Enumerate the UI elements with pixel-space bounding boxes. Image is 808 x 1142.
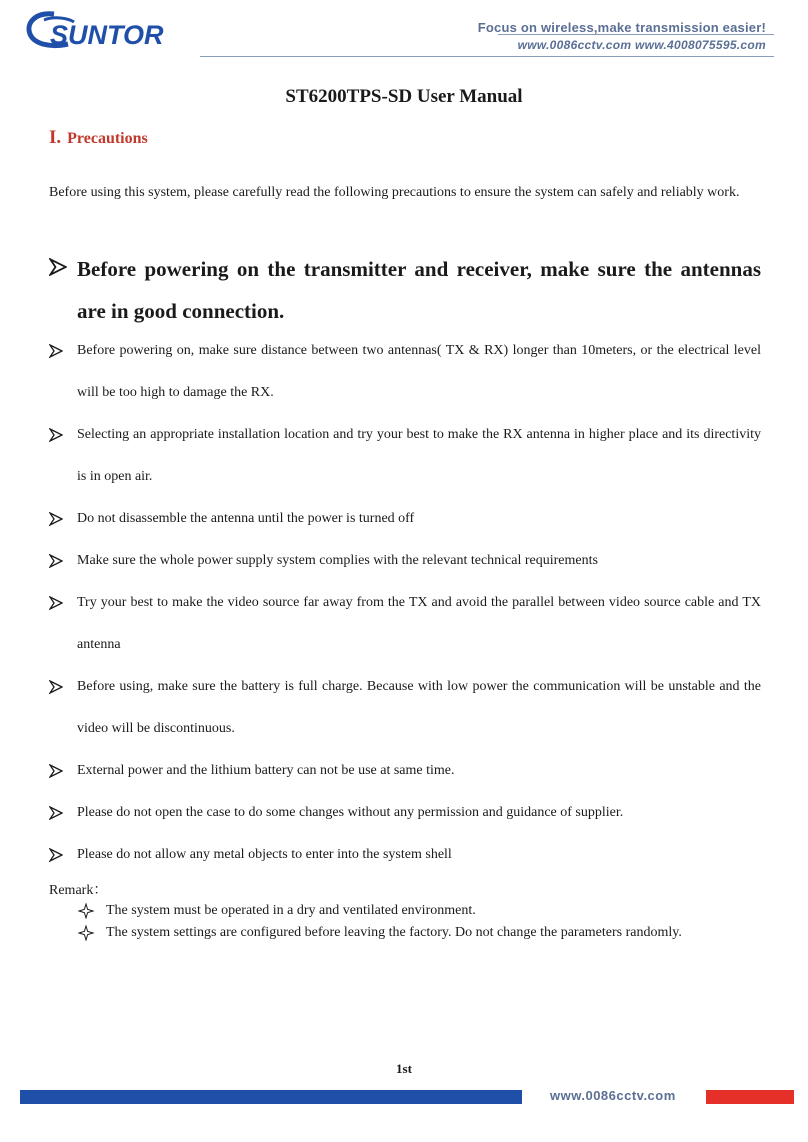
list-item-text: Make sure the whole power supply system complies with the relevant technical requirements (77, 553, 598, 568)
header-tagline: Focus on wireless,make transmission easier! (477, 20, 766, 35)
highlight-item (49, 248, 761, 332)
list-item (49, 540, 761, 582)
arrow-bullet-icon (49, 848, 63, 862)
list-item-text: Please do not allow any metal objects to enter into the system shell (77, 847, 452, 862)
list-item (49, 834, 761, 876)
arrow-bullet-icon (49, 806, 63, 820)
arrow-bullet-icon (49, 764, 63, 778)
footer-red-bar (706, 1090, 794, 1104)
arrow-bullet-icon (49, 428, 63, 442)
list-item-text: External power and the lithium battery can not be use at same time. (77, 763, 455, 778)
list-item (49, 498, 761, 540)
footer-url: www.0086cctv.com (550, 1088, 676, 1103)
arrow-bullet-icon (49, 554, 63, 568)
list-item (49, 414, 761, 498)
arrow-bullet-icon (49, 258, 67, 276)
list-item (49, 330, 761, 414)
arrow-bullet-icon (49, 680, 63, 694)
list-item-text: Please do not open the case to do some changes without any permission and guidance of supplier. (77, 805, 624, 820)
remark-item (78, 900, 682, 922)
list-item-text: Before powering on, make sure distance between two antennas( TX & RX) longer than 10meters, or the electrical level will be too high to damage the RX. (77, 343, 761, 400)
logo-text: SUNTOR (50, 20, 164, 50)
remarks-list (78, 900, 682, 944)
suntor-logo (24, 6, 194, 52)
highlight-text: Before powering on the transmitter and receiver, make sure the antennas are in good connection. (77, 257, 761, 323)
arrow-bullet-icon (49, 344, 63, 358)
list-item-text: Do not disassemble the antenna until the power is turned off (77, 511, 415, 526)
section-heading (49, 127, 148, 149)
page-title: ST6200TPS-SD User Manual (285, 86, 523, 107)
remark-item (78, 922, 682, 944)
star-bullet-icon (78, 925, 94, 941)
list-item-text: Try your best to make the video source far away from the TX and avoid the parallel between video source cable and TX antenna (77, 595, 761, 652)
remark-text: The system settings are configured before leaving the factory. Do not change the parameters randomly. (106, 925, 682, 940)
star-bullet-icon (78, 903, 94, 919)
list-item (49, 750, 761, 792)
remark-label: Remark： (49, 883, 108, 898)
section-number: I. (49, 127, 62, 148)
arrow-bullet-icon (49, 596, 63, 610)
list-item-text: Selecting an appropriate installation location and try your best to make the RX antenna in higher place and its directivity is in open air. (77, 427, 761, 484)
arrow-bullet-icon (49, 512, 63, 526)
intro-paragraph: Before using this system, please carefully read the following precautions to ensure the system can safely and reliably work. (49, 185, 740, 200)
page-header (0, 0, 808, 62)
remark-text: The system must be operated in a dry and ventilated environment. (106, 903, 476, 918)
section-title: Precautions (67, 130, 148, 147)
footer-blue-bar (20, 1090, 522, 1104)
precautions-list (49, 330, 761, 876)
list-item-text: Before using, make sure the battery is full charge. Because with low power the communication will be unstable and the video will be discontinuous. (77, 679, 761, 736)
page-number: 1st (396, 1061, 412, 1076)
list-item (49, 792, 761, 834)
list-item (49, 666, 761, 750)
header-urls: www.0086cctv.com www.4008075595.com (517, 38, 766, 52)
list-item (49, 582, 761, 666)
header-bottom-rule (200, 56, 774, 57)
